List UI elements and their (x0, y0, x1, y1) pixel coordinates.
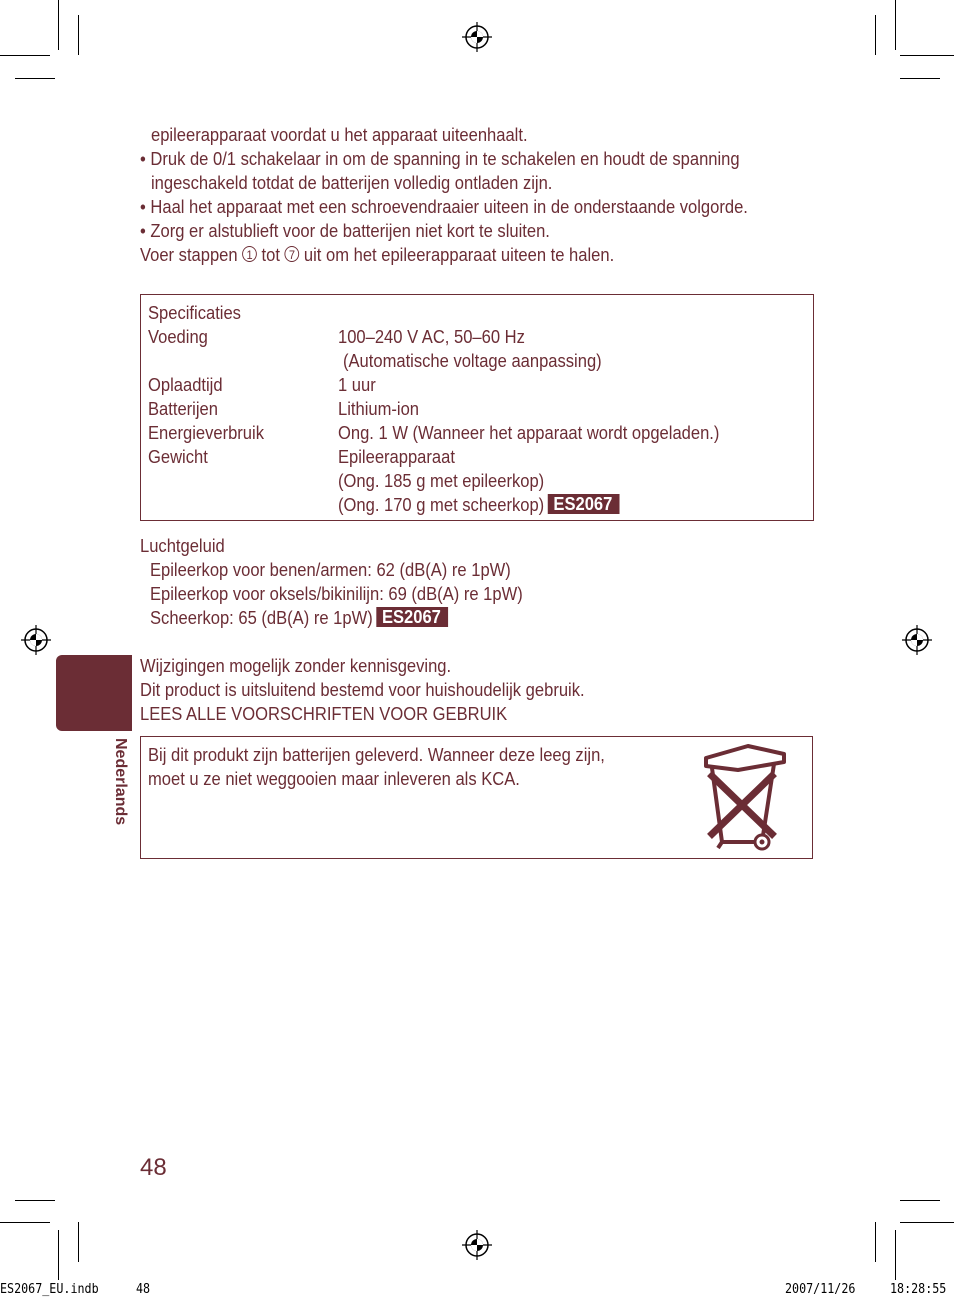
language-tab (56, 655, 132, 731)
model-badge: ES2067 (376, 607, 448, 627)
steps-mid: tot (261, 245, 280, 265)
specifications-title: Specificaties (148, 303, 241, 323)
model-badge: ES2067 (548, 494, 620, 514)
steps-prefix: Voer stappen (140, 245, 238, 265)
footer-time: 18:28:55 (890, 1282, 947, 1297)
page-number: 48 (140, 1154, 167, 1181)
crop-mark (0, 1222, 50, 1223)
crop-mark (900, 1222, 954, 1223)
registration-mark-icon (462, 1230, 492, 1260)
battery-line: Bij dit produkt zijn batterijen geleverd. Wanneer deze leeg zijn, (148, 745, 605, 765)
spec-value: (Ong. 185 g met epileerkop) (338, 471, 545, 491)
registration-mark-icon (21, 625, 51, 655)
spec-value: (Automatische voltage aanpassing) (343, 351, 602, 371)
spec-label: Voeding (148, 327, 208, 347)
crop-mark (900, 1200, 940, 1201)
crop-mark (900, 78, 940, 79)
spec-value: Epileerapparaat (338, 447, 455, 467)
crop-mark (15, 1200, 55, 1201)
spec-value: Ong. 1 W (Wanneer het apparaat wordt opgeladen.) (338, 423, 720, 443)
battery-line: moet u ze niet weggooien maar inleveren als KCA. (148, 769, 520, 789)
crop-mark (895, 1230, 896, 1280)
crop-mark (15, 78, 55, 79)
steps-suffix: uit om het epileerapparaat uiteen te halen. (303, 245, 615, 265)
spec-value: 100–240 V AC, 50–60 Hz (338, 327, 525, 347)
footer-page: 48 (136, 1282, 151, 1297)
crop-mark (900, 55, 954, 56)
spec-value: Lithium-ion (338, 399, 420, 419)
intro-bullet: • Druk de 0/1 schakelaar in om de spanning in te schakelen en houdt de spanning (140, 149, 740, 169)
intro-bullet: • Zorg er alstublieft voor de batterijen niet kort te sluiten. (140, 221, 550, 241)
noise-line (150, 606, 448, 630)
spec-value (338, 493, 620, 517)
crop-mark (895, 0, 896, 50)
noise-line-text: Scheerkop: 65 (dB(A) re 1pW) (150, 608, 373, 628)
footer-date: 2007/11/26 (785, 1282, 856, 1297)
noise-title: Luchtgeluid (140, 536, 225, 556)
note-line: Dit product is uitsluitend bestemd voor huishoudelijk gebruik. (140, 680, 585, 700)
registration-mark-icon (902, 625, 932, 655)
footer-filename: ES2067_EU.indb (0, 1282, 99, 1297)
crop-mark (0, 55, 50, 56)
spec-value-text: (Ong. 170 g met scheerkop) (338, 495, 545, 515)
spec-label: Energieverbruik (148, 423, 264, 443)
spec-label: Batterijen (148, 399, 218, 419)
intro-line: epileerapparaat voordat u het apparaat uiteenhaalt. (151, 125, 528, 145)
crop-mark (58, 0, 59, 50)
crop-mark (78, 1222, 79, 1262)
intro-bullet-continuation: ingeschakeld totdat de batterijen volledig ontladen zijn. (151, 173, 553, 193)
note-line: Wijzigingen mogelijk zonder kennisgeving. (140, 656, 452, 676)
step-number-circle: 1 (242, 246, 257, 262)
step-number-circle: 7 (285, 246, 300, 262)
crop-mark (58, 1230, 59, 1280)
noise-line: Epileerkop voor oksels/bikinilijn: 69 (dB(A) re 1pW) (150, 584, 523, 604)
crop-mark (875, 15, 876, 55)
spec-label: Gewicht (148, 447, 208, 467)
crop-mark (875, 1222, 876, 1262)
note-line: LEES ALLE VOORSCHRIFTEN VOOR GEBRUIK (140, 704, 508, 724)
steps-instruction (140, 243, 614, 267)
registration-mark-icon (462, 22, 492, 52)
intro-bullet: • Haal het apparaat met een schroevendraaier uiteen in de onderstaande volgorde. (140, 197, 748, 217)
crossed-out-wheelie-bin-icon (698, 742, 790, 852)
spec-label: Oplaadtijd (148, 375, 223, 395)
language-tab-label: Nederlands (112, 738, 129, 826)
noise-line: Epileerkop voor benen/armen: 62 (dB(A) re 1pW) (150, 560, 511, 580)
crop-mark (78, 15, 79, 55)
spec-value: 1 uur (338, 375, 376, 395)
